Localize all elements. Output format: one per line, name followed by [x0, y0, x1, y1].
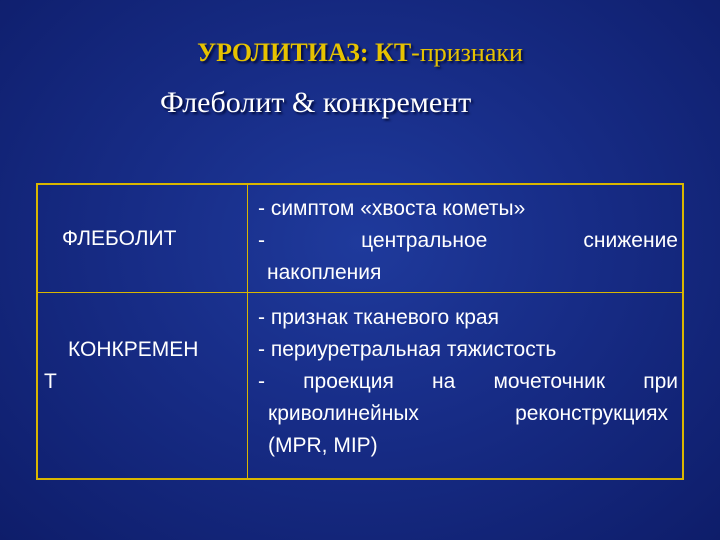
- slide-title-suffix: -признаки: [411, 38, 523, 67]
- phlebolith-feature-2-word-1: центральное: [361, 229, 488, 252]
- concrement-feature-2: - периуретральная тяжистость: [258, 338, 557, 361]
- concrement-feature-3-word-1: проекция: [303, 370, 394, 393]
- slide-title-main: УРОЛИТИАЗ: КТ: [197, 38, 412, 67]
- concrement-feature-3-dash: -: [258, 370, 265, 393]
- concrement-feature-3-word-6: реконструкциях: [515, 402, 668, 425]
- slide-title: [0, 38, 720, 68]
- comparison-table: [36, 183, 684, 480]
- concrement-feature-3-methods: (MPR, MIP): [268, 434, 378, 457]
- column-divider: [247, 185, 248, 478]
- row-divider: [38, 292, 682, 293]
- phlebolith-feature-2-word-2: снижение: [583, 229, 678, 252]
- concrement-feature-3-word-4: при: [643, 370, 678, 393]
- phlebolith-feature-2-dash: -: [258, 229, 265, 252]
- concrement-feature-1: - признак тканевого края: [258, 306, 499, 329]
- concrement-feature-3-word-3: мочеточник: [493, 370, 606, 393]
- concrement-feature-3-word-5: криволинейных: [268, 402, 419, 425]
- term-concrement-line-1: КОНКРЕМЕН: [68, 338, 199, 361]
- term-concrement-line-2: Т: [44, 370, 57, 393]
- concrement-feature-3-cont: [268, 398, 668, 430]
- concrement-feature-3: [258, 366, 678, 398]
- phlebolith-feature-1: - симптом «хвоста кометы»: [258, 197, 526, 220]
- term-phlebolith: ФЛЕБОЛИТ: [62, 227, 177, 250]
- slide-subtitle: Флеболит & конкремент: [160, 86, 472, 119]
- phlebolith-feature-2: [258, 225, 678, 257]
- concrement-feature-3-word-2: на: [432, 370, 456, 393]
- phlebolith-feature-2-cont: накопления: [267, 261, 382, 284]
